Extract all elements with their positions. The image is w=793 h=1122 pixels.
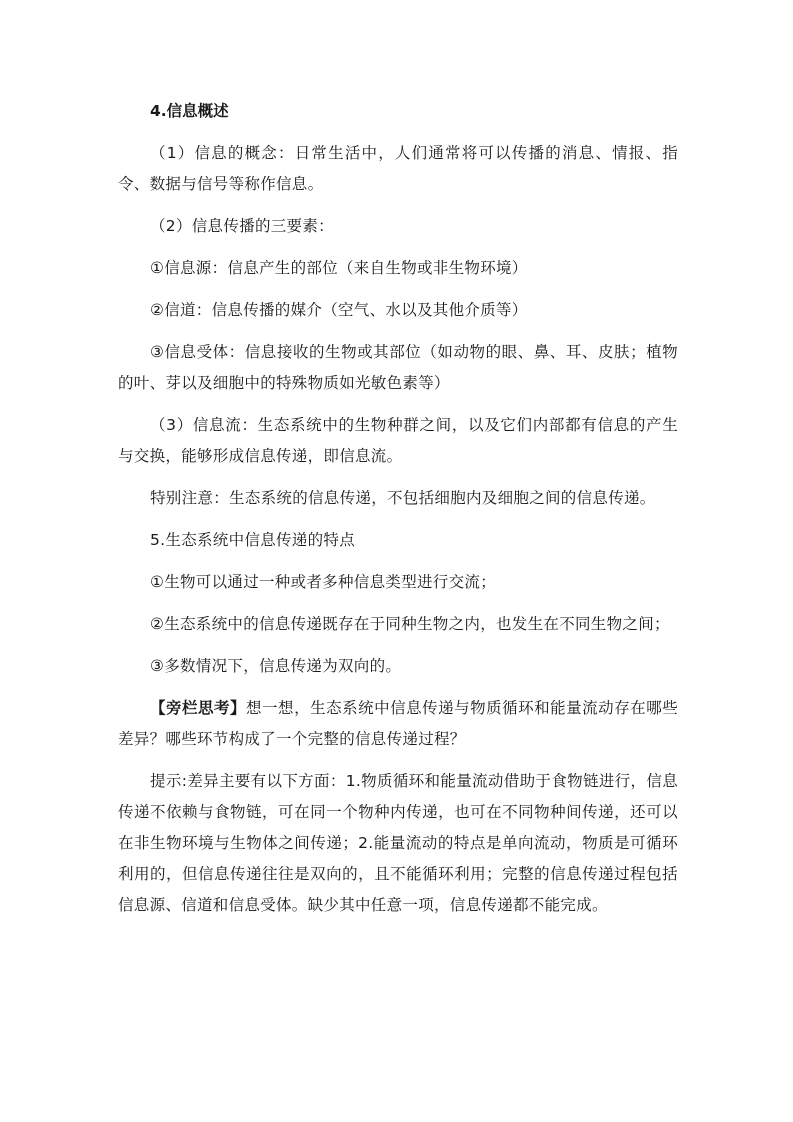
sidebar-thinking-label: 【旁栏思考】 [150, 699, 247, 717]
paragraph-info-receiver: ③信息受体：信息接收的生物或其部位（如动物的眼、鼻、耳、皮肤；植物的叶、芽以及细胞中的特殊物质如光敏色素等） [118, 343, 678, 392]
paragraph-feature-1: ①生物可以通过一种或者多种信息类型进行交流； [150, 573, 496, 591]
paragraph-info-flow: （3）信息流：生态系统中的生物种群之间，以及它们内部都有信息的产生与交换，能够形成信息传递，即信息流。 [118, 416, 678, 465]
section-heading-4: 4.信息概述 [150, 102, 229, 120]
paragraph-info-concept: （1）信息的概念：日常生活中，人们通常将可以传播的消息、情报、指令、数据与信号等称作信息。 [118, 144, 678, 193]
paragraph-feature-3: ③多数情况下，信息传递为双向的。 [150, 657, 402, 675]
paragraph-feature-2: ②生态系统中的信息传递既存在于同种生物之内，也发生在不同生物之间； [150, 615, 670, 633]
paragraph-info-source: ①信息源：信息产生的部位（来自生物或非生物环境） [150, 259, 528, 277]
document-page [118, 96, 678, 932]
paragraph-hint: 提示:差异主要有以下方面：1.物质循环和能量流动借助于食物链进行，信息传递不依赖与食物链，可在同一个物种内传递，也可在不同物种间传递，还可以在非生物环境与生物体之间传递；2.能量流动的特点是单向流动，物质是可循环利用的，但信息传递往往是双向的，且不能循环利用；完整的信息传递过程包括信息源、信道和信息受体。缺少其中任意一项，信息传递都不能完成。 [118, 772, 678, 914]
sidebar-thinking-text: 想一想，生态系统中信息传递与物质循环和能量流动存在哪些差异？哪些环节构成了一个完整的信息传递过程？ [118, 699, 678, 748]
paragraph-sidebar-thinking [118, 693, 678, 755]
paragraph-special-note: 特别注意：生态系统的信息传递，不包括细胞内及细胞之间的信息传递。 [150, 489, 656, 507]
section-heading-5: 5.生态系统中信息传递的特点 [150, 531, 355, 549]
paragraph-info-channel: ②信道：信息传播的媒介（空气、水以及其他介质等） [150, 301, 528, 319]
paragraph-three-elements: （2）信息传播的三要素： [150, 217, 334, 235]
